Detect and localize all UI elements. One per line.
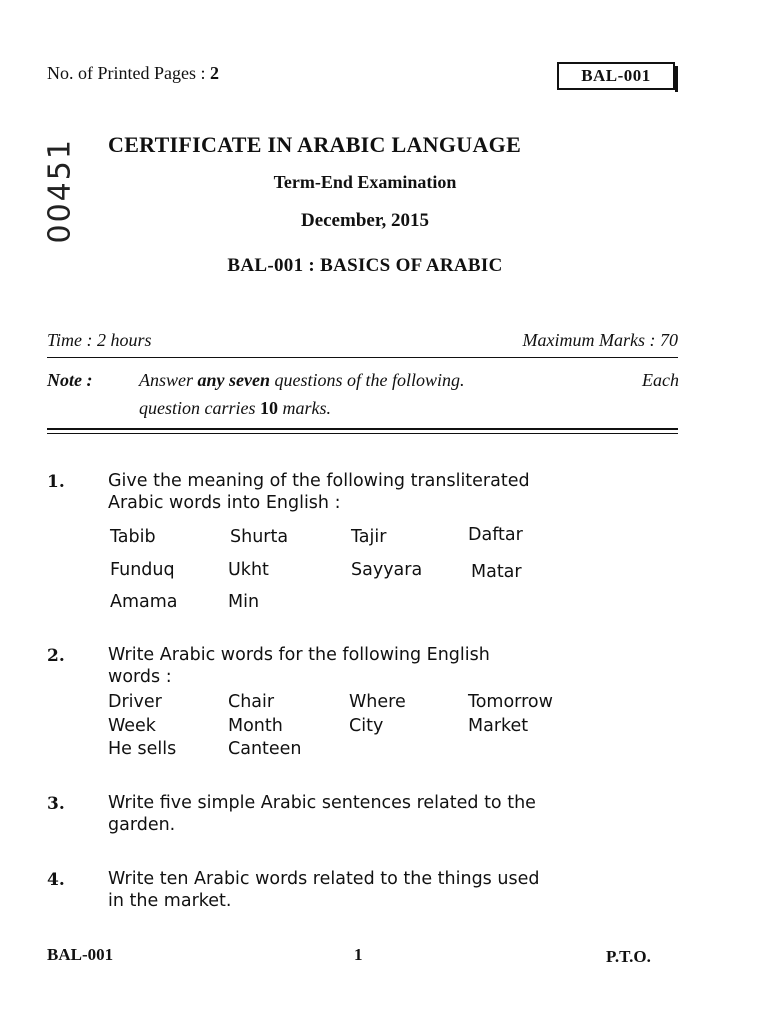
word-item: Amama [110, 592, 178, 612]
course-title: BAL-001 : BASICS OF ARABIC [227, 255, 503, 276]
time-allowed: Time : 2 hours [47, 330, 152, 350]
divider [47, 428, 678, 430]
question-text-line: Give the meaning of the following transliterated [108, 471, 530, 491]
note-line-1 [139, 370, 679, 391]
question-text-line: Write five simple Arabic sentences related to the [108, 793, 536, 813]
word-item: Tajir [351, 527, 387, 547]
divider [47, 433, 678, 434]
page-number: 1 [354, 945, 363, 964]
maximum-marks: Maximum Marks : 70 [522, 330, 678, 350]
word-item: Driver [108, 692, 162, 712]
divider [47, 357, 678, 358]
exam-date: December, 2015 [300, 210, 430, 231]
question-text [108, 470, 628, 514]
note-label: Note : [47, 370, 93, 390]
note-emphasis: any seven [197, 370, 270, 390]
word-item: Canteen [228, 739, 302, 759]
question-text-line: Write Arabic words for the following English [108, 645, 490, 665]
question-text [108, 792, 628, 836]
question-text-line: words : [108, 667, 172, 687]
note-text: questions of the following. [274, 370, 465, 390]
question-text-line: in the market. [108, 891, 232, 911]
question-text-line: Arabic words into English : [108, 493, 341, 513]
exam-type: Term-End Examination [273, 172, 457, 192]
paper-code-box [557, 62, 675, 90]
question-number: 1. [47, 472, 65, 492]
question-number: 3. [47, 794, 65, 814]
note-text: marks. [282, 398, 331, 418]
question-text [108, 644, 628, 688]
word-item: Shurta [230, 527, 289, 547]
word-item: Month [228, 716, 283, 736]
word-item: Daftar [468, 525, 523, 545]
word-item: City [349, 716, 384, 736]
word-item: Matar [471, 562, 522, 582]
printed-pages-label: No. of Printed Pages : [47, 63, 210, 83]
question-text-line: Write ten Arabic words related to the things used [108, 869, 540, 889]
please-turn-over: P.T.O. [606, 947, 651, 966]
word-item: Tabib [110, 527, 156, 547]
note-text-part [139, 370, 465, 391]
note-text: Answer [139, 370, 193, 390]
note-line-2 [139, 398, 331, 419]
word-item: Week [108, 716, 156, 736]
word-item: Where [349, 692, 406, 712]
word-item: Market [468, 716, 529, 736]
word-item: Chair [228, 692, 275, 712]
word-item: Sayyara [351, 560, 423, 580]
question-number: 2. [47, 646, 65, 666]
note-text: question carries [139, 398, 256, 418]
note-emphasis: 10 [260, 398, 278, 418]
word-item: Tomorrow [468, 692, 553, 712]
certificate-title: CERTIFICATE IN ARABIC LANGUAGE [108, 132, 522, 157]
serial-number: 00451 [42, 138, 78, 244]
paper-code: BAL-001 [581, 66, 651, 85]
word-item: Min [228, 592, 260, 612]
word-item: He sells [108, 739, 177, 759]
printed-pages-line [47, 63, 219, 84]
question-number: 4. [47, 870, 65, 890]
footer-paper-code: BAL-001 [47, 945, 114, 964]
word-item: Funduq [110, 560, 175, 580]
word-item: Ukht [228, 560, 269, 580]
note-text: Each [642, 370, 679, 390]
printed-pages-value: 2 [209, 63, 219, 83]
question-text [108, 868, 628, 912]
question-text-line: garden. [108, 815, 176, 835]
